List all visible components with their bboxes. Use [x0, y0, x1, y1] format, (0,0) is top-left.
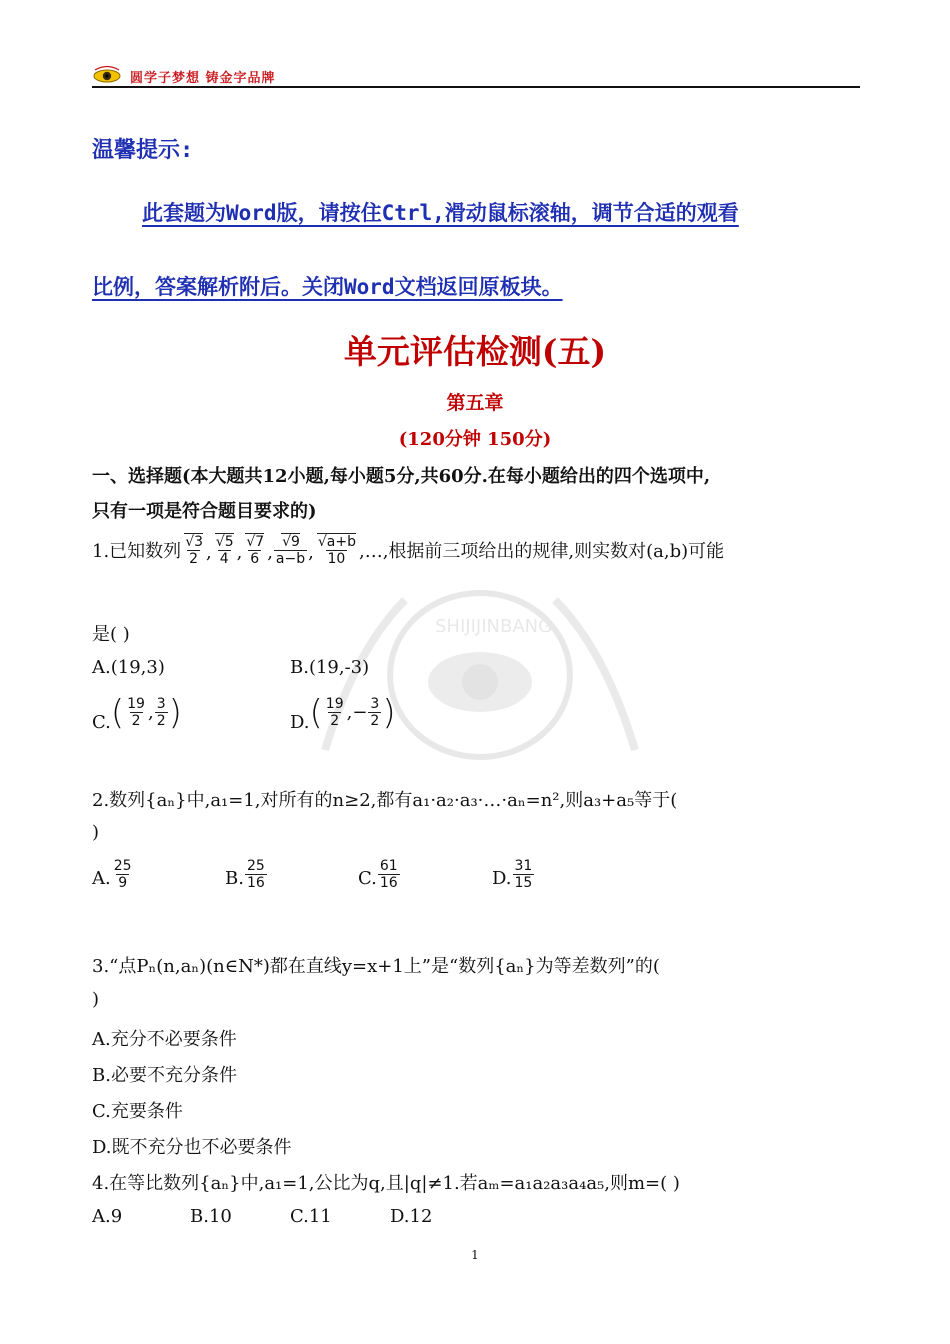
q2-option-b[interactable]: B. $\frac{25}{16}$ [225, 858, 265, 891]
page-title: 单元评估检测(五) [343, 332, 607, 371]
q2-option-c[interactable]: C. $\frac{61}{16}$ [358, 858, 398, 891]
tip-line-2[interactable]: 比例，答案解析附后。关闭Word文档返回原板块。 [92, 275, 563, 299]
tip-title: 温馨提示: [92, 138, 194, 163]
page-number: 1 [471, 1248, 479, 1262]
question-1-stem-line-2: 是( ) [92, 624, 130, 645]
tip-line-1[interactable]: 此套题为Word版，请按住Ctrl,滑动鼠标滚轴，调节合适的观看 [142, 201, 739, 225]
q2-option-a[interactable]: A. $\frac{25}{9}$ [92, 858, 132, 891]
eye-logo-icon [92, 64, 122, 84]
q1-term-1: √ $\frac{3}{2}$ [182, 534, 205, 567]
q1-option-a[interactable]: A.(19,3) [92, 657, 165, 678]
question-4-stem: 4.在等比数列{aₙ}中,a₁=1,公比为q,且|q|≠1.若aₘ=a₁a₂a₃a₄a₅,则m=( ) [92, 1173, 680, 1194]
q1-option-d[interactable]: D. ( $\frac{19}{2}$ ,− $\frac{3}{2}$ ) [290, 692, 396, 733]
q1-term-3: √ $\frac{7}{6}$ [243, 534, 266, 567]
section-heading-line-2: 只有一项是符合题目要求的) [92, 501, 317, 522]
q1-option-b[interactable]: B.(19,-3) [290, 657, 370, 678]
q3-option-a[interactable]: A.充分不必要条件 [92, 1029, 237, 1050]
q4-option-c[interactable]: C.11 [290, 1206, 332, 1227]
q1-term-4: √ $\frac{9}{a-b}$ [274, 534, 307, 567]
q3-option-c[interactable]: C.充要条件 [92, 1101, 183, 1122]
q1-prefix: 1.已知数列 [92, 541, 182, 562]
watermark-text: SHIJIJINBANG [435, 616, 553, 637]
q1-term-5: √ $\frac{a+b}{10}$ [315, 534, 358, 567]
question-2-stem-line-2: ) [92, 822, 100, 843]
q3-option-d[interactable]: D.既不充分也不必要条件 [92, 1137, 292, 1158]
question-3-stem-line-2: ) [92, 989, 100, 1010]
q4-option-b[interactable]: B.10 [190, 1206, 232, 1227]
header-slogan: 圆学子梦想 铸金字品牌 [130, 71, 276, 86]
question-1-stem: 1.已知数列 √ $\frac{3}{2}$ , √ $\frac{5}{4}$ , √ $\frac{7}{6}$ , √ $\frac{9}{a-b}$ , √ $\frac{a+b}{10}$ ,…,根据前三项给出的规律,则实数对(a,b)可能 [92, 534, 724, 567]
q1-term-2: √ $\frac{5}{4}$ [213, 534, 236, 567]
time-score-label: (120分钟 150分) [398, 429, 552, 450]
q4-option-d[interactable]: D.12 [390, 1206, 433, 1227]
section-heading-line-1: 一、选择题(本大题共12小题,每小题5分,共60分.在每小题给出的四个选项中, [92, 466, 711, 487]
header-divider [92, 86, 860, 88]
q3-option-b[interactable]: B.必要不充分条件 [92, 1065, 237, 1086]
chapter-label: 第五章 [446, 392, 504, 414]
q2-option-d[interactable]: D. $\frac{31}{15}$ [492, 858, 533, 891]
question-2-stem: 2.数列{aₙ}中,a₁=1,对所有的n≥2,都有a₁·a₂·a₃·…·aₙ=n²,则a₃+a₅等于( [92, 790, 678, 811]
question-3-stem: 3.“点Pₙ(n,aₙ)(n∈N*)都在直线y=x+1上”是“数列{aₙ}为等差数列”的( [92, 956, 660, 977]
q4-option-a[interactable]: A.9 [92, 1206, 123, 1227]
q1-option-c[interactable]: C. ( $\frac{19}{2}$ , $\frac{3}{2}$ ) [92, 692, 182, 733]
q1-suffix: ,…,根据前三项给出的规律,则实数对(a,b)可能 [358, 541, 725, 562]
